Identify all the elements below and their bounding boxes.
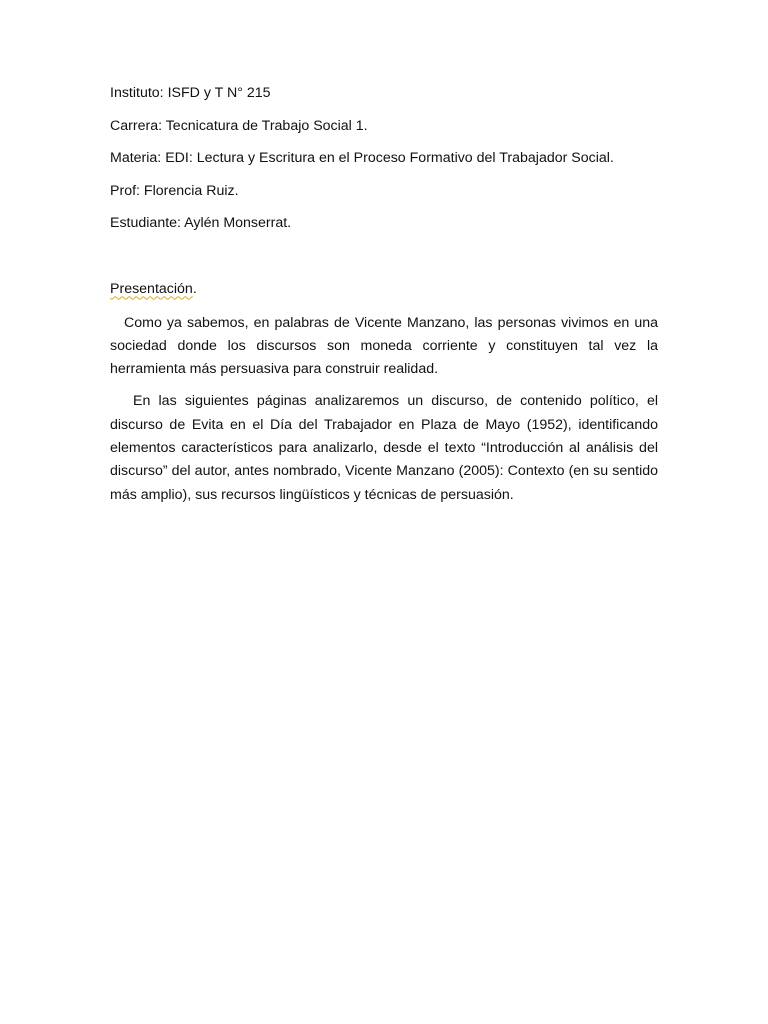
career-line: Carrera: Tecnicatura de Trabajo Social 1. bbox=[110, 117, 368, 134]
presentation-paragraph-2: En las siguientes páginas analizaremos un discurso, de contenido político, el discurso de Evita en el Día del Trabajador en Plaza de Mayo (1952), identificando elementos característicos para analizarlo, desde el texto “Introducción al análisis del discurso” del autor, antes nombrado, Vicente Manzano (2005): Contexto (en su sentido más amplio), sus recursos lingüísticos y técnicas de persuasión. bbox=[110, 393, 658, 503]
student-line: Estudiante: Aylén Monserrat. bbox=[110, 215, 292, 231]
presentation-paragraph-1: Como ya sabemos, en palabras de Vicente Manzano, las personas vivimos en una sociedad donde los discursos son moneda corriente y constituyen tal vez la herramienta más persuasiva para construir realidad. bbox=[110, 314, 658, 378]
document-body bbox=[110, 84, 658, 507]
subject-line: Materia: EDI: Lectura y Escritura en el Proceso Formativo del Trabajador Social. bbox=[110, 150, 614, 166]
professor-line: Prof: Florencia Ruiz. bbox=[110, 182, 239, 199]
presentation-heading bbox=[110, 280, 658, 312]
institute-line: Instituto: ISFD y T N° 215 bbox=[110, 85, 271, 101]
presentation-heading-period: . bbox=[192, 280, 197, 297]
presentation-heading-text: Presentación bbox=[110, 280, 193, 297]
